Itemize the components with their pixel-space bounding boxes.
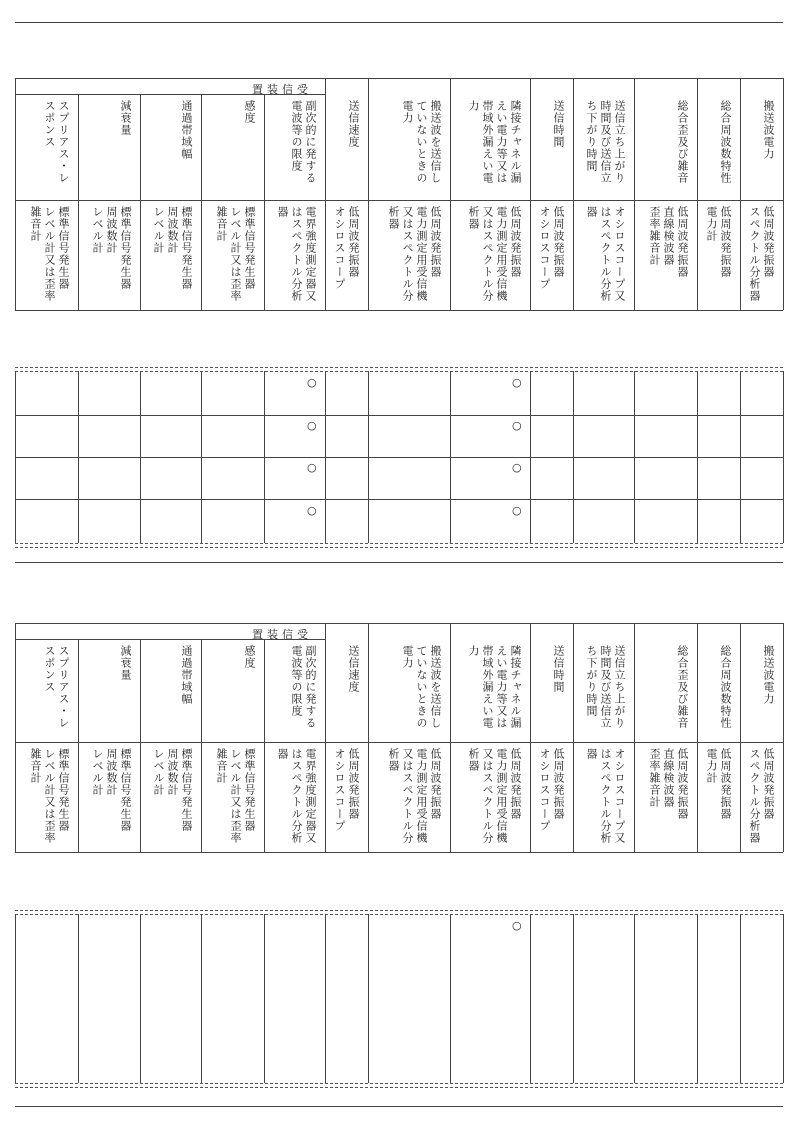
equipment-label: 低周波発振器 オシロスコープ xyxy=(538,748,565,832)
column-divider xyxy=(368,78,369,310)
column-divider xyxy=(634,78,635,310)
equipment-label: 標準信号発生器 レベル計又は歪率 雑音計 xyxy=(215,748,256,844)
column-divider xyxy=(325,623,326,852)
column-divider xyxy=(78,639,79,852)
equipment-label: 標準信号発生器 周波数計 レベル計 xyxy=(152,206,193,290)
column-divider xyxy=(530,371,531,543)
column-divider xyxy=(634,914,635,1083)
column-divider xyxy=(140,371,141,543)
dashed-rule xyxy=(15,1083,783,1088)
test-item-label: 送信時間 xyxy=(552,645,565,693)
column-divider xyxy=(140,639,141,852)
equipment-label: 低周波発振器 電力測定用受信機 又はスペクトル分 析器 xyxy=(387,206,442,302)
dashed-rule xyxy=(15,910,783,915)
equipment-label: 低周波発振器 スペクトル分析器 xyxy=(748,206,775,302)
test-item-label: 送信速度 xyxy=(347,645,360,693)
column-divider xyxy=(740,78,741,310)
dashed-rule xyxy=(15,367,783,372)
section-bottom-rule xyxy=(15,562,783,563)
table-row-rule xyxy=(15,499,783,500)
column-divider xyxy=(697,371,698,543)
test-item-label: 総合周波数特性 xyxy=(719,100,732,184)
check-mark: ○ xyxy=(512,504,522,517)
equipment-label: 標準信号発生器 周波数計 レベル計 xyxy=(91,748,132,832)
test-item-label: 搬送波を送信し ていないときの 電力 xyxy=(401,645,442,729)
equipment-label: 低周波発振器 電力測定用受信機 又はスペクトル分 析器 xyxy=(467,748,522,844)
column-divider xyxy=(783,371,784,543)
page-top-rule xyxy=(15,22,783,23)
equipment-label: 低周波発振器 直線検波器 歪率雑音計 xyxy=(648,748,689,820)
test-item-label: 総合周波数特性 xyxy=(719,645,732,729)
header-top-rule xyxy=(15,623,783,624)
column-divider xyxy=(697,623,698,852)
equipment-label: 低周波発振器 オシロスコープ xyxy=(333,748,360,832)
column-divider xyxy=(325,914,326,1083)
column-divider xyxy=(140,94,141,310)
column-divider xyxy=(78,94,79,310)
equipment-label: 電界強度測定器又 はスペクトル分析 器 xyxy=(276,748,317,844)
test-item-label: 送信時間 xyxy=(552,100,565,148)
column-divider xyxy=(15,914,16,1083)
column-divider xyxy=(783,623,784,852)
column-divider xyxy=(140,914,141,1083)
test-item-label: 搬送波電力 xyxy=(762,100,775,160)
equipment-label: 低周波発振器 電力計 xyxy=(705,748,732,820)
header-bottom-rule xyxy=(15,852,783,853)
check-mark: ○ xyxy=(307,461,317,474)
test-item-label: 減衰量 xyxy=(119,645,132,681)
section-title: 置装信受 xyxy=(252,628,312,641)
column-divider xyxy=(15,371,16,543)
test-item-label: 隣接チャネル漏 えい電力等又は 帯域外漏えい電 力 xyxy=(467,645,522,729)
column-divider xyxy=(264,914,265,1083)
table-row-rule xyxy=(15,457,783,458)
test-item-label: 総合歪及び雑音 xyxy=(676,645,689,729)
column-divider xyxy=(573,371,574,543)
column-divider xyxy=(634,371,635,543)
equipment-label: 標準信号発生器 レベル計又は歪率 雑音計 xyxy=(29,748,70,844)
column-divider xyxy=(201,94,202,310)
column-divider xyxy=(325,371,326,543)
column-divider xyxy=(740,371,741,543)
test-item-label: 減衰量 xyxy=(119,100,132,136)
table-row-rule xyxy=(15,415,783,416)
check-mark: ○ xyxy=(307,504,317,517)
test-item-label: 搬送波を送信し ていないときの 電力 xyxy=(401,100,442,184)
check-mark: ○ xyxy=(512,919,522,932)
column-divider xyxy=(264,639,265,852)
column-divider xyxy=(201,371,202,543)
test-item-label: 総合歪及び雑音 xyxy=(676,100,689,184)
column-divider xyxy=(78,371,79,543)
column-divider xyxy=(740,623,741,852)
column-divider xyxy=(530,78,531,310)
equipment-rule xyxy=(15,200,783,201)
test-item-label: 通過帯域幅 xyxy=(180,645,193,705)
equipment-label: オシロスコープ又 はスペクトル分析 器 xyxy=(585,748,626,844)
equipment-label: オシロスコープ又 はスペクトル分析 器 xyxy=(585,206,626,302)
equipment-label: 低周波発振器 電力測定用受信機 又はスペクトル分 析器 xyxy=(387,748,442,844)
column-divider xyxy=(450,371,451,543)
section-title: 置装信受 xyxy=(252,83,312,96)
check-mark: ○ xyxy=(307,376,317,389)
test-item-label: 送信立ち上がり 時間及び送信立 ち下がり時間 xyxy=(585,100,626,184)
column-divider xyxy=(740,914,741,1083)
test-item-label: 副次的に発する 電波等の限度 xyxy=(290,100,317,184)
column-divider xyxy=(78,914,79,1083)
check-mark: ○ xyxy=(512,419,522,432)
column-divider xyxy=(573,78,574,310)
column-divider xyxy=(450,78,451,310)
test-item-label: 副次的に発する 電波等の限度 xyxy=(290,645,317,729)
check-mark: ○ xyxy=(512,461,522,474)
column-divider xyxy=(450,914,451,1083)
column-divider xyxy=(201,639,202,852)
column-divider xyxy=(325,78,326,310)
check-mark: ○ xyxy=(512,376,522,389)
column-divider xyxy=(264,94,265,310)
column-divider xyxy=(573,914,574,1083)
check-mark: ○ xyxy=(307,419,317,432)
equipment-label: 低周波発振器 直線検波器 歪率雑音計 xyxy=(648,206,689,278)
column-divider xyxy=(573,623,574,852)
column-divider xyxy=(697,914,698,1083)
column-divider xyxy=(368,623,369,852)
column-divider xyxy=(530,914,531,1083)
equipment-label: 標準信号発生器 周波数計 レベル計 xyxy=(91,206,132,290)
equipment-label: 電界強度測定器又 はスペクトル分析 器 xyxy=(276,206,317,302)
equipment-label: 低周波発振器 電力測定用受信機 又はスペクトル分 析器 xyxy=(467,206,522,302)
section-bottom-rule xyxy=(15,1106,783,1107)
equipment-label: 低周波発振器 オシロスコープ xyxy=(538,206,565,290)
test-item-label: スプリアス・レ スポンス xyxy=(43,100,70,184)
test-item-label: 搬送波電力 xyxy=(762,645,775,705)
header-top-rule xyxy=(15,78,783,79)
column-divider xyxy=(783,78,784,310)
test-item-label: スプリアス・レ スポンス xyxy=(43,645,70,729)
column-divider xyxy=(530,623,531,852)
column-divider xyxy=(15,78,16,310)
test-item-label: 感度 xyxy=(243,100,256,124)
equipment-label: 標準信号発生器 レベル計又は歪率 雑音計 xyxy=(215,206,256,302)
equipment-label: 低周波発振器 スペクトル分析器 xyxy=(748,748,775,844)
equipment-label: 低周波発振器 オシロスコープ xyxy=(333,206,360,290)
column-divider xyxy=(201,914,202,1083)
header-bottom-rule xyxy=(15,310,783,311)
test-item-label: 感度 xyxy=(243,645,256,669)
equipment-rule xyxy=(15,742,783,743)
equipment-label: 標準信号発生器 レベル計又は歪率 雑音計 xyxy=(29,206,70,302)
test-item-label: 通過帯域幅 xyxy=(180,100,193,160)
column-divider xyxy=(783,914,784,1083)
equipment-label: 低周波発振器 電力計 xyxy=(705,206,732,278)
dashed-rule xyxy=(15,543,783,548)
column-divider xyxy=(15,623,16,852)
test-item-label: 送信速度 xyxy=(347,100,360,148)
column-divider xyxy=(368,371,369,543)
column-divider xyxy=(264,371,265,543)
column-divider xyxy=(368,914,369,1083)
column-divider xyxy=(634,623,635,852)
test-item-label: 送信立ち上がり 時間及び送信立 ち下がり時間 xyxy=(585,645,626,729)
equipment-label: 標準信号発生器 周波数計 レベル計 xyxy=(152,748,193,832)
column-divider xyxy=(450,623,451,852)
column-divider xyxy=(697,78,698,310)
test-item-label: 隣接チャネル漏 えい電力等又は 帯域外漏えい電 力 xyxy=(467,100,522,184)
